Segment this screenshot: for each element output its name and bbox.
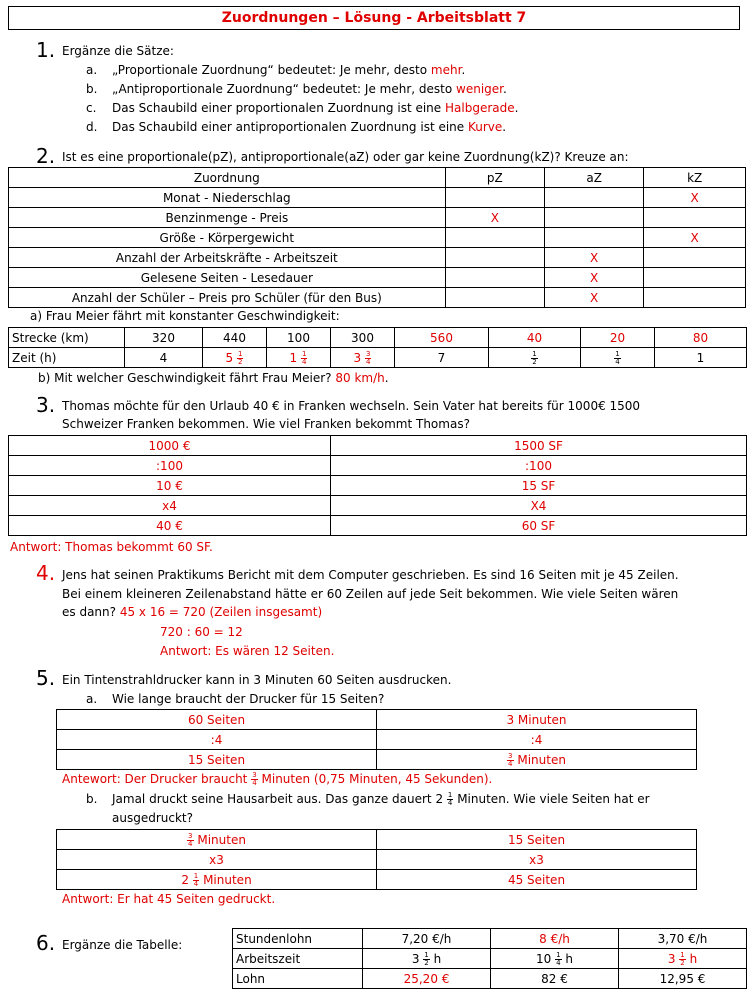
table-cell: 45 Seiten bbox=[377, 870, 697, 890]
row-label: Anzahl der Arbeitskräfte - Arbeitszeit bbox=[9, 248, 446, 268]
exercise-4-text-line-3: es dann? 45 x 16 = 720 (Zeilen insgesamt) bbox=[62, 605, 323, 619]
row-label: Stundenlohn bbox=[233, 929, 363, 949]
exercise-3-number: 3. bbox=[36, 393, 56, 417]
table-row bbox=[9, 288, 746, 308]
table-row bbox=[57, 730, 697, 750]
fraction: $\frac{3}{4}$ bbox=[366, 349, 371, 366]
fraction: $\frac{1}{2}$ bbox=[424, 950, 429, 967]
cross-cell bbox=[544, 188, 643, 208]
cross-cell bbox=[445, 288, 544, 308]
cross-cell: X bbox=[544, 248, 643, 268]
exercise-4-answer: Antwort: Es wären 12 Seiten. bbox=[160, 644, 335, 658]
exercise-1-item-a: a. „Proportionale Zuordnung“ bedeutet: Je mehr, desto mehr. bbox=[86, 63, 466, 77]
header-cell: pZ bbox=[445, 168, 544, 188]
row-label: Anzahl der Schüler – Preis pro Schüler (für den Bus) bbox=[9, 288, 446, 308]
fraction: $\frac{1}{4}$ bbox=[556, 950, 561, 967]
exercise-1-item-b: b. „Antiproportionale Zuordnung“ bedeutet: Je mehr, desto weniger. bbox=[86, 82, 507, 96]
table-cell: x4 bbox=[9, 496, 331, 516]
table-cell: 10 € bbox=[9, 476, 331, 496]
exercise-6-prompt: Ergänze die Tabelle: bbox=[62, 938, 183, 952]
fraction: $\frac{3}{4}$ bbox=[188, 831, 193, 848]
table-row bbox=[9, 476, 747, 496]
answer-cell: 1 $\frac{1}{4}$ bbox=[267, 348, 331, 368]
row-label: Gelesene Seiten - Lesedauer bbox=[9, 268, 446, 288]
row-label: Arbeitszeit bbox=[233, 949, 363, 969]
exercise-2-prompt: Ist es eine proportionale(pZ), antiproportionale(aZ) oder gar keine Zuordnung(kZ)? Kreuze an: bbox=[62, 150, 629, 164]
table-cell bbox=[489, 348, 581, 368]
row-label: Monat - Niederschlag bbox=[9, 188, 446, 208]
calculation: 45 x 16 = 720 (Zeilen insgesamt) bbox=[119, 605, 323, 619]
table-row bbox=[9, 456, 747, 476]
cross-cell bbox=[445, 188, 544, 208]
table-row bbox=[233, 929, 747, 949]
cross-cell bbox=[544, 208, 643, 228]
table-cell: $\frac{3}{4}$ Minuten bbox=[57, 830, 377, 850]
table-cell: 3 Minuten bbox=[377, 710, 697, 730]
table-cell: 60 Seiten bbox=[57, 710, 377, 730]
answer-cell: 25,20 € bbox=[363, 969, 491, 989]
table-row bbox=[9, 348, 747, 368]
exercise-5b-answer: Antwort: Er hat 45 Seiten gedruckt. bbox=[62, 892, 276, 906]
table-cell: 1 bbox=[655, 348, 747, 368]
zeit-label: Zeit (h) bbox=[9, 348, 125, 368]
cross-cell bbox=[644, 248, 746, 268]
table-cell: 12,95 € bbox=[619, 969, 747, 989]
speed-table bbox=[8, 327, 747, 368]
fraction: $\frac{1}{2}$ bbox=[680, 950, 685, 967]
table-cell: x3 bbox=[377, 850, 697, 870]
table-cell: 100 bbox=[267, 328, 331, 348]
exercise-5a-prompt: a. Wie lange braucht der Drucker für 15 Seiten? bbox=[86, 692, 385, 706]
table-cell: :100 bbox=[331, 456, 747, 476]
table-row bbox=[233, 949, 747, 969]
table-cell: 7,20 €/h bbox=[363, 929, 491, 949]
fraction: $\frac{1}{4}$ bbox=[302, 349, 307, 366]
answer-cell: 80 bbox=[655, 328, 747, 348]
header-cell: Zuordnung bbox=[9, 168, 446, 188]
exercise-3-text-line-1: Thomas möchte für den Urlaub 40 € in Franken wechseln. Sein Vater hat bereits für 1000€ 1500 bbox=[62, 399, 641, 413]
answer-cell: 3 $\frac{3}{4}$ bbox=[331, 348, 395, 368]
table-row bbox=[9, 268, 746, 288]
exercise-1-prompt: Ergänze die Sätze: bbox=[62, 44, 174, 58]
table-row bbox=[57, 750, 697, 770]
answer: weniger bbox=[456, 82, 503, 96]
cross-cell bbox=[544, 228, 643, 248]
table-cell: :100 bbox=[9, 456, 331, 476]
table-cell: 7 bbox=[395, 348, 489, 368]
assignment-type-table bbox=[8, 167, 746, 308]
cross-cell bbox=[644, 268, 746, 288]
exercise-1-number: 1. bbox=[36, 38, 56, 62]
exercise-4-text-line-1: Jens hat seinen Praktikums Bericht mit dem Computer geschrieben. Es sind 16 Seiten mit je 45 Zeilen. bbox=[62, 568, 679, 582]
header-cell: kZ bbox=[644, 168, 746, 188]
fraction: $\frac{3}{4}$ bbox=[508, 751, 513, 768]
table-cell: 1500 SF bbox=[331, 436, 747, 456]
table-cell: 2 $\frac{1}{4}$ Minuten bbox=[57, 870, 377, 890]
cross-cell: X bbox=[544, 268, 643, 288]
table-cell: 15 Seiten bbox=[57, 750, 377, 770]
table-cell: :4 bbox=[377, 730, 697, 750]
cross-cell: X bbox=[644, 228, 746, 248]
exercise-6-number: 6. bbox=[36, 931, 56, 955]
exercise-5a-answer: Antewort: Der Drucker braucht $\frac{3}{4}$ Minuten (0,75 Minuten, 45 Sekunden). bbox=[62, 771, 493, 787]
table-row bbox=[9, 328, 747, 348]
table-cell: 3 $\frac{1}{2}$ h bbox=[363, 949, 491, 969]
cross-cell bbox=[445, 228, 544, 248]
printer-table-a bbox=[56, 709, 697, 770]
table-header-row bbox=[9, 168, 746, 188]
cross-cell: X bbox=[544, 288, 643, 308]
table-row bbox=[57, 710, 697, 730]
table-row bbox=[9, 228, 746, 248]
cross-cell bbox=[644, 208, 746, 228]
table-cell bbox=[581, 348, 655, 368]
fraction: $\frac{1}{2}$ bbox=[532, 349, 537, 366]
table-row bbox=[9, 516, 747, 536]
cross-cell bbox=[644, 288, 746, 308]
strecke-label: Strecke (km) bbox=[9, 328, 125, 348]
wage-table bbox=[232, 928, 747, 989]
table-row bbox=[9, 496, 747, 516]
exchange-table bbox=[8, 435, 747, 536]
table-row bbox=[57, 850, 697, 870]
answer-cell: 5 $\frac{1}{2}$ bbox=[203, 348, 267, 368]
exercise-5-prompt: Ein Tintenstrahldrucker kann in 3 Minuten 60 Seiten ausdrucken. bbox=[62, 673, 452, 687]
table-cell: 10 $\frac{1}{4}$ h bbox=[491, 949, 619, 969]
page-title: Zuordnungen – Lösung - Arbeitsblatt 7 bbox=[8, 6, 740, 30]
table-cell: $\frac{3}{4}$ Minuten bbox=[377, 750, 697, 770]
exercise-2-number: 2. bbox=[36, 144, 56, 168]
table-cell: 15 SF bbox=[331, 476, 747, 496]
answer: Kurve bbox=[468, 120, 503, 134]
table-row bbox=[233, 969, 747, 989]
header-cell: aZ bbox=[544, 168, 643, 188]
table-row bbox=[57, 870, 697, 890]
exercise-4-calculation-2: 720 : 60 = 12 bbox=[160, 625, 243, 639]
table-cell: 440 bbox=[203, 328, 267, 348]
fraction: $\frac{1}{4}$ bbox=[615, 349, 620, 366]
answer-cell: 8 €/h bbox=[491, 929, 619, 949]
cross-cell: X bbox=[445, 208, 544, 228]
answer-cell: 560 bbox=[395, 328, 489, 348]
table-cell: 40 € bbox=[9, 516, 331, 536]
row-label: Größe - Körpergewicht bbox=[9, 228, 446, 248]
exercise-2b-prompt: b) Mit welcher Geschwindigkeit fährt Frau Meier? 80 km/h. bbox=[38, 371, 389, 385]
exercise-1-item-d: d. Das Schaubild einer antiproportionalen Zuordnung ist eine Kurve. bbox=[86, 120, 507, 134]
table-row bbox=[9, 188, 746, 208]
table-cell: 82 € bbox=[491, 969, 619, 989]
exercise-4-number: 4. bbox=[36, 561, 56, 585]
fraction: $\frac{1}{4}$ bbox=[193, 871, 199, 888]
exercise-2a-prompt: a) Frau Meier fährt mit konstanter Geschwindigkeit: bbox=[30, 309, 340, 323]
table-row bbox=[9, 248, 746, 268]
answer: mehr bbox=[430, 63, 462, 77]
exercise-5-number: 5. bbox=[36, 666, 56, 690]
exercise-5b-prompt-line-2: ausgedruckt? bbox=[112, 811, 193, 825]
printer-table-b bbox=[56, 829, 697, 890]
table-cell: 3,70 €/h bbox=[619, 929, 747, 949]
table-row bbox=[9, 208, 746, 228]
table-cell: 320 bbox=[125, 328, 203, 348]
answer-cell: 40 bbox=[489, 328, 581, 348]
table-cell: 1000 € bbox=[9, 436, 331, 456]
exercise-3-answer: Antwort: Thomas bekommt 60 SF. bbox=[10, 540, 213, 554]
row-label: Benzinmenge - Preis bbox=[9, 208, 446, 228]
table-row bbox=[9, 436, 747, 456]
table-cell: :4 bbox=[57, 730, 377, 750]
fraction: $\frac{1}{2}$ bbox=[238, 349, 243, 366]
exercise-4-text-line-2: Bei einem kleineren Zeilenabstand hätte er 60 Zeilen auf jede Seit bekommen. Wie viele Seiten wären bbox=[62, 587, 679, 601]
exercise-5b-prompt: b. Jamal druckt seine Hausarbeit aus. Das ganze dauert 2 $\frac{1}{4}$ Minuten. Wie viele Seiten hat er bbox=[86, 791, 650, 807]
table-cell: 300 bbox=[331, 328, 395, 348]
cross-cell bbox=[445, 248, 544, 268]
table-cell: x3 bbox=[57, 850, 377, 870]
cross-cell bbox=[445, 268, 544, 288]
table-cell: 60 SF bbox=[331, 516, 747, 536]
answer: Halbgerade bbox=[445, 101, 515, 115]
row-label: Lohn bbox=[233, 969, 363, 989]
fraction: $\frac{1}{4}$ bbox=[447, 791, 453, 807]
table-cell: 4 bbox=[125, 348, 203, 368]
fraction: $\frac{3}{4}$ bbox=[252, 771, 257, 787]
answer-cell: 3 $\frac{1}{2}$ h bbox=[619, 949, 747, 969]
exercise-3-text-line-2: Schweizer Franken bekommen. Wie viel Franken bekommt Thomas? bbox=[62, 417, 470, 431]
answer: 80 km/h bbox=[335, 371, 385, 385]
table-cell: X4 bbox=[331, 496, 747, 516]
table-row bbox=[57, 830, 697, 850]
answer-cell: 20 bbox=[581, 328, 655, 348]
cross-cell: X bbox=[644, 188, 746, 208]
table-cell: 15 Seiten bbox=[377, 830, 697, 850]
exercise-1-item-c: c. Das Schaubild einer proportionalen Zuordnung ist eine Halbgerade. bbox=[86, 101, 519, 115]
